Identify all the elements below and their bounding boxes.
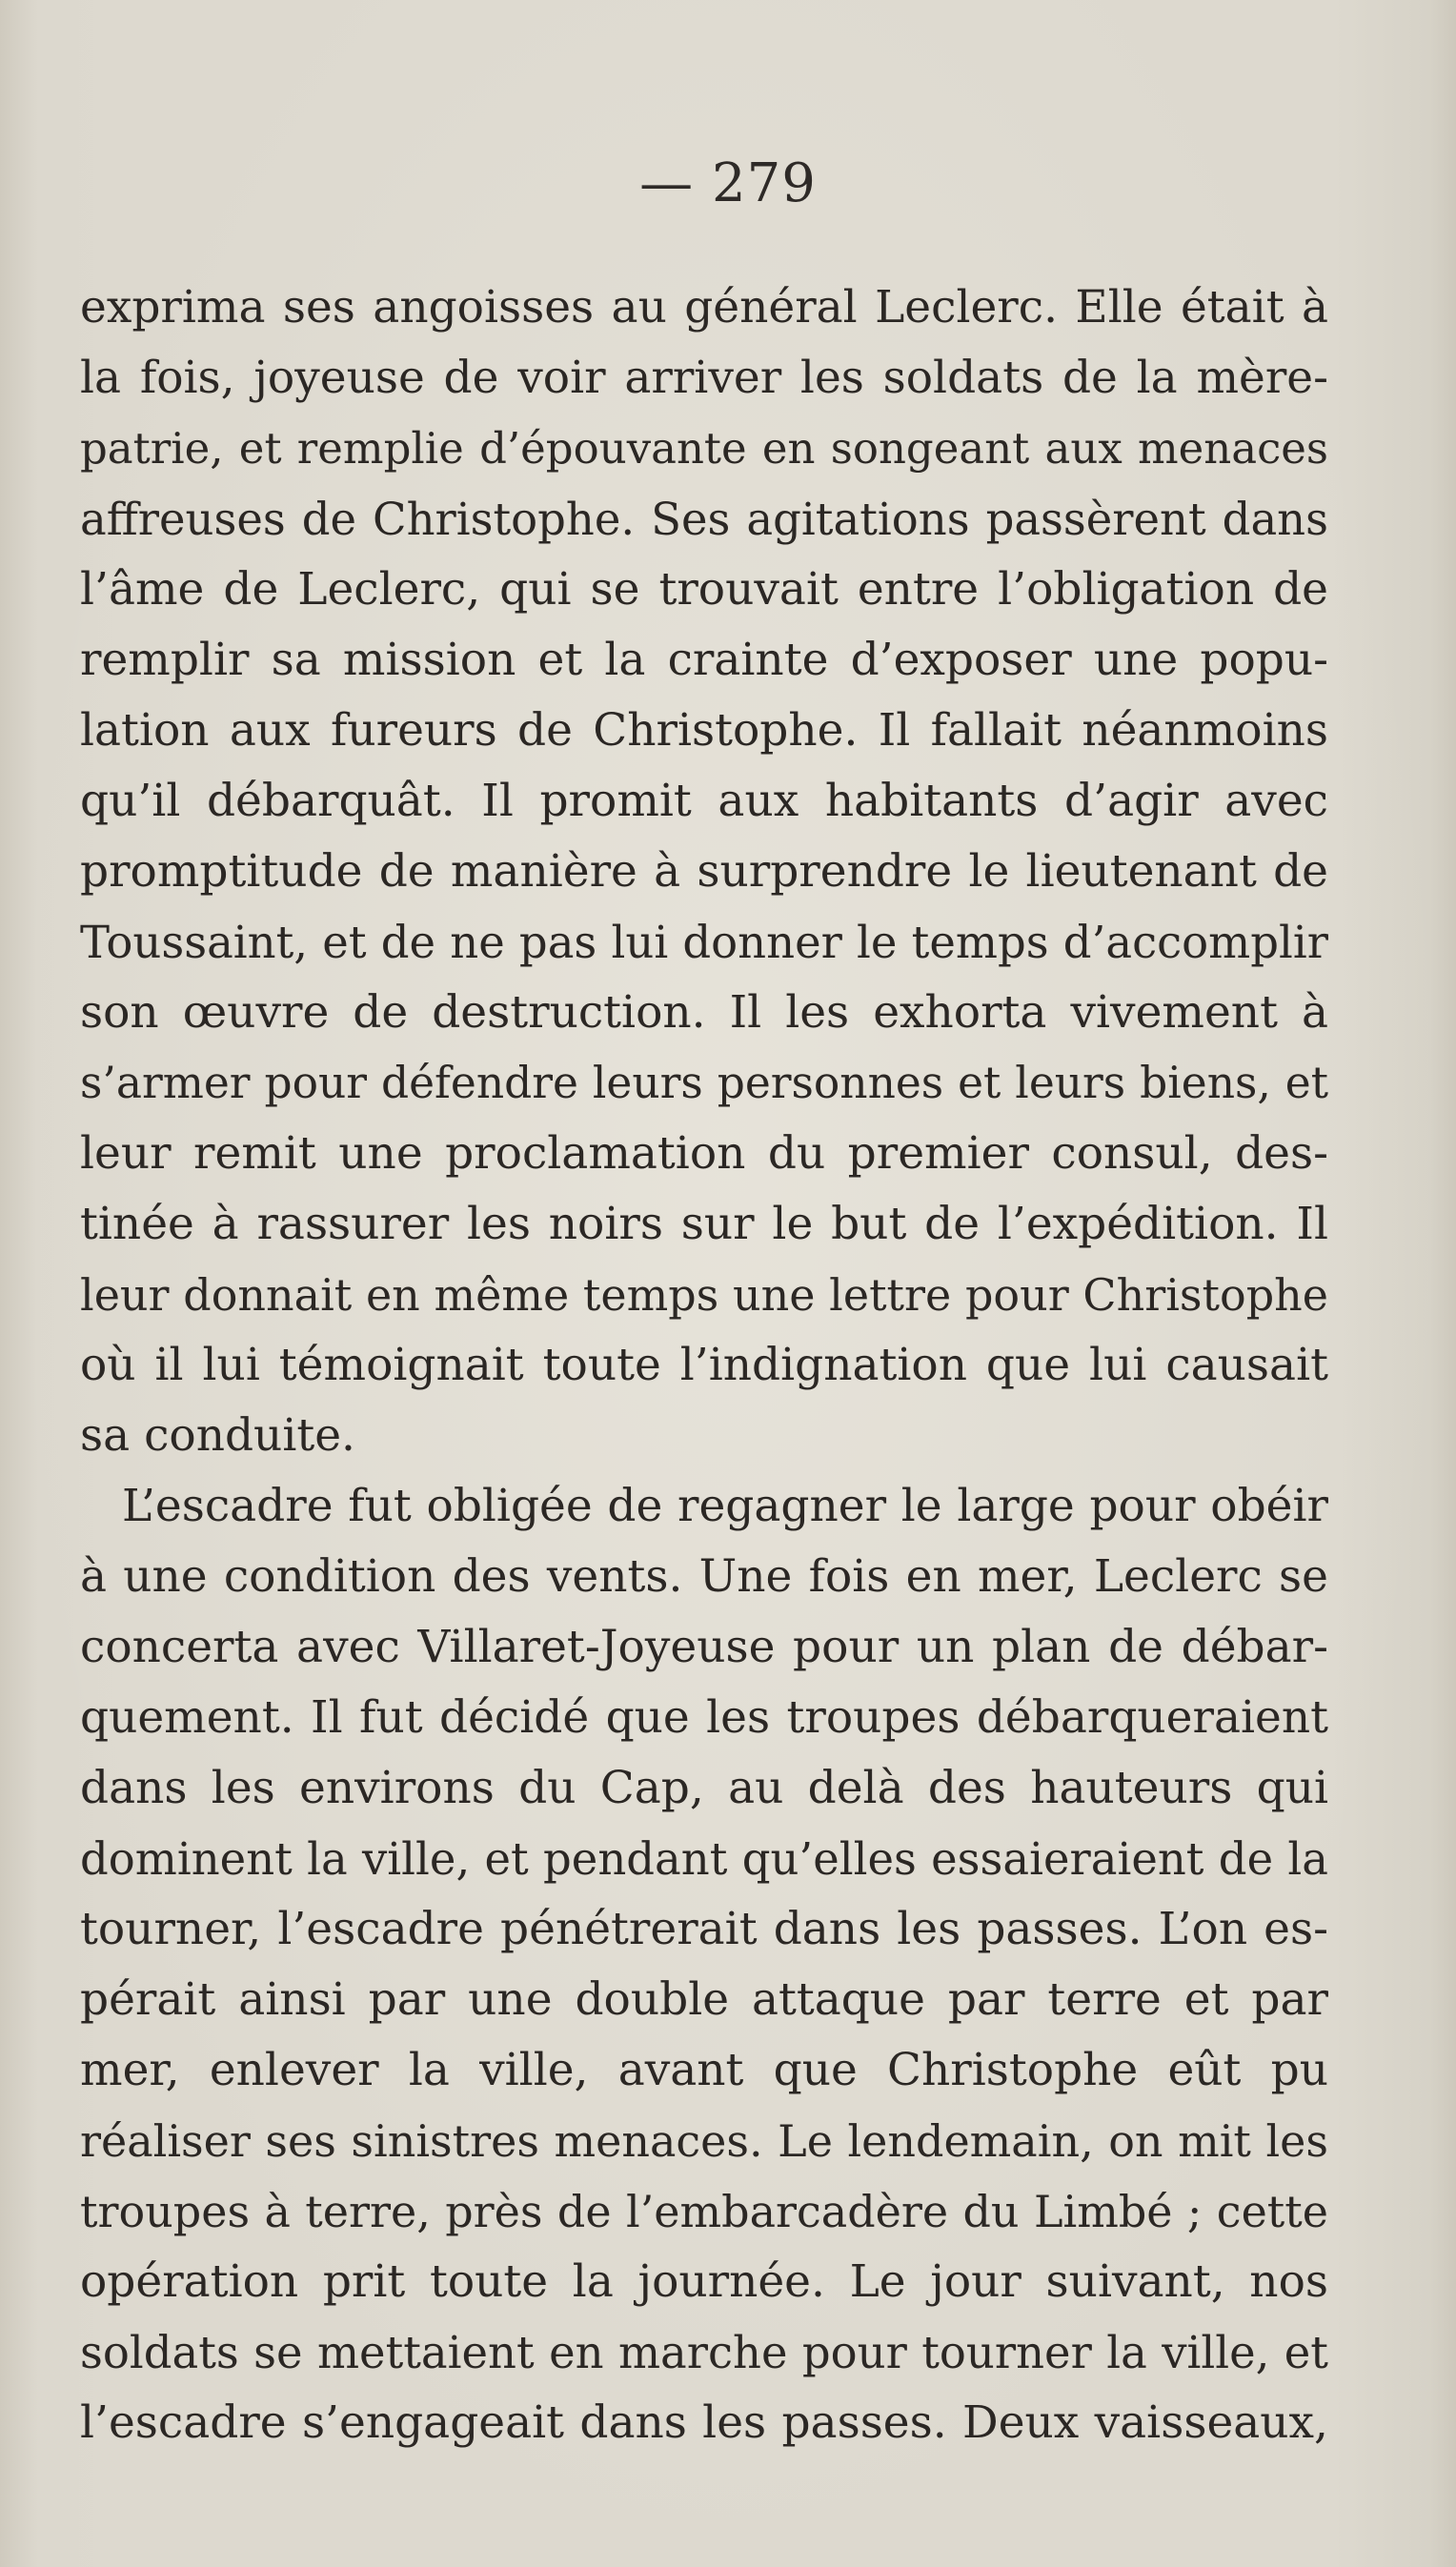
text-line: soldats se mettaient en marche pour tourner la ville, et: [80, 2327, 1328, 2378]
text-line: leur remit une proclamation du premier consul, des-: [80, 1127, 1328, 1180]
text-line: son œuvre de destruction. Il les exhorta vivement à: [80, 986, 1328, 1039]
text-line: la fois, joyeuse de voir arriver les soldats de la mère-: [80, 352, 1328, 404]
text-line: qu’il débarquât. Il promit aux habitants d’agir avec: [80, 775, 1328, 827]
text-line: dominent la ville, et pendant qu’elles essaieraient de la: [80, 1833, 1328, 1885]
text-line: leur donnait en même temps une lettre pour Christophe: [80, 1269, 1328, 1321]
text-line: troupes à terre, près de l’embarcadère du Limbé ; cette: [80, 2186, 1328, 2237]
text-line: lation aux fureurs de Christophe. Il fallait néanmoins: [80, 704, 1328, 757]
text-line: où il lui témoignait toute l’indignation que lui causait: [80, 1339, 1328, 1391]
text-line: pérait ainsi par une double attaque par terre et par: [80, 1973, 1328, 2026]
text-line: mer, enlever la ville, avant que Christophe eût pu: [80, 2044, 1328, 2096]
text-line: tinée à rassurer les noirs sur le but de l’expédition. Il: [80, 1198, 1328, 1250]
text-line: l’escadre s’engageait dans les passes. Deux vaisseaux,: [80, 2396, 1328, 2449]
text-line: concerta avec Villaret-Joyeuse pour un plan de débar-: [80, 1621, 1328, 1673]
text-line: dans les environs du Cap, au delà des hauteurs qui: [80, 1762, 1328, 1814]
text-line: quement. Il fut décidé que les troupes débarqueraient: [80, 1691, 1328, 1744]
text-line: à une condition des vents. Une fois en mer, Leclerc se: [80, 1550, 1328, 1603]
text-line: opération prit toute la journée. Le jour suivant, nos: [80, 2255, 1328, 2308]
body-text: [80, 273, 1328, 2458]
text-line: réaliser ses sinistres menaces. Le lendemain, on mit les: [80, 2115, 1328, 2167]
text-line: l’âme de Leclerc, qui se trouvait entre l’obligation de: [80, 563, 1328, 616]
text-line: sa conduite.: [80, 1409, 355, 1462]
text-line: Toussaint, et de ne pas lui donner le temps d’accomplir: [80, 917, 1328, 968]
text-line: promptitude de manière à surprendre le lieutenant de: [80, 845, 1328, 898]
text-line: tourner, l’escadre pénétrerait dans les passes. L’on es-: [80, 1903, 1328, 1955]
text-line: patrie, et remplie d’épouvante en songeant aux menaces: [80, 423, 1328, 474]
text-line: s’armer pour défendre leurs personnes et leurs biens, et: [80, 1058, 1328, 1108]
page-number: — 279: [639, 152, 817, 214]
text-line: exprima ses angoisses au général Leclerc. Elle était à: [80, 281, 1328, 334]
text-line: L’escadre fut obligée de regagner le large pour obéir: [122, 1480, 1328, 1532]
text-line: affreuses de Christophe. Ses agitations passèrent dans: [80, 494, 1328, 545]
text-line: remplir sa mission et la crainte d’exposer une popu-: [80, 634, 1328, 686]
